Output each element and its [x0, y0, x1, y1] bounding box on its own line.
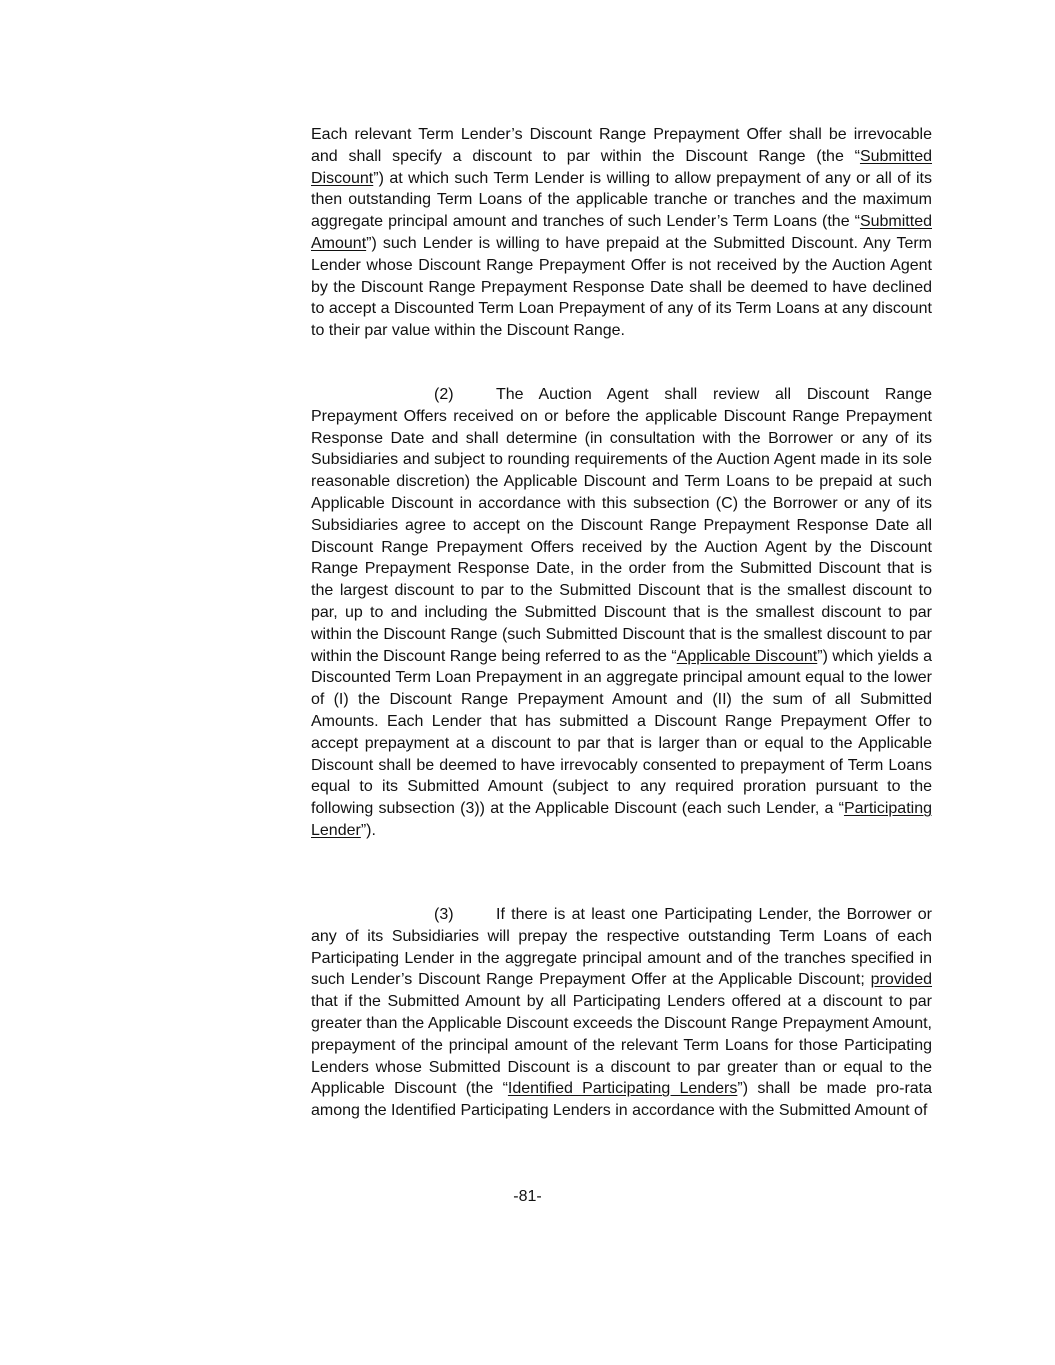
defined-term-submitted-amount: Submitted Amount [311, 213, 932, 252]
page-number: -81- [513, 1188, 542, 1205]
term-provided: provided [870, 971, 932, 989]
paragraph-text: that if the Submitted Amount by all Participating Lenders offered at a discount to par greater than the Applicable Discount exceeds the Discount Range Prepayment Amount, prepayment of the principal amount of the relevant Term Loans for those Participating Lenders whose Submitted Discount is a discount to par greater than or equal to the Applicable Discount (the “ [311, 993, 932, 1098]
defined-term-identified-participating-lenders: Identified Participating Lenders [507, 1080, 738, 1098]
paragraph-text: ”) such Lender is willing to have prepaid at the Submitted Discount. Any Term Lender whose Discount Range Prepayment Offer is not received by the Auction Agent by the Discount Range Prepayment Response Date shall be deemed to have declined to accept a Discounted Term Loan Prepayment of any of its Term Loans at any discount to their par value within the Discount Range. [311, 234, 932, 340]
defined-term-submitted-discount: Submitted Discount [311, 147, 932, 187]
paragraph-text: The Auction Agent shall review all Discount Range Prepayment Offers received on or before the applicable Discount Range Prepayment Response Date and shall determine (in consultation with the Borrower or any of its Subsidiaries and subject to rounding requirements of the Auction Agent made in its sole reasonable discretion) the Applicable Discount and Term Loans to be prepaid at such Applicable Discount in accordance with this subsection (C) the Borrower or any of its Subsidiaries agree to accept on the Discount Range Prepayment Response Date all Discount Range Prepayment Offers received by the Auction Agent by the Discount Range Prepayment Response Date, in the order from the Submitted Discount that is the largest discount to par to the Submitted Discount that is the smallest discount to par, up to and including the Submitted Discount that is the smallest discount to par within the Discount Range (such Submitted Discount that is the smallest discount to par within the Discount Range being referred to as the “ [311, 386, 932, 665]
paragraph-text: ”). [360, 821, 376, 839]
paragraph-number: (2) [434, 386, 454, 403]
paragraph-text: If there is at least one Participating Lender, the Borrower or any of its Subsidiaries will prepay the respective outstanding Term Loans of each Participating Lender in the aggregate principal amount and of the tranches specified in such Lender’s Discount Range Prepayment Offer at the Applicable Discount; [311, 906, 932, 989]
paragraph-text: ”) shall be made pro-rata among the Identified Participating Lenders in accordance with the Submitted Amount of [311, 1080, 933, 1120]
paragraph-text: ”) which yields a Discounted Term Loan Prepayment in an aggregate principal amount equal to the lower of (I) the Discount Range Prepayment Amount and (II) the sum of all Submitted Amounts. Each Lender that has submitted a Discount Range Prepayment Offer to accept prepayment at a discount to par that is larger than or equal to the Applicable Discount shall be deemed to have irrevocably consented to prepayment of Term Loans equal to its Submitted Amount (subject to any required proration pursuant to the following subsection (3)) at the Applicable Discount (each such Lender, a “ [311, 647, 933, 818]
defined-term-participating-lender: Participating Lender [311, 800, 932, 839]
paragraph-text: Each relevant Term Lender’s Discount Range Prepayment Offer shall be irrevocable and shall specify a discount to par within the Discount Range (the “ [311, 126, 932, 165]
defined-term-applicable-discount: Applicable Discount [676, 647, 818, 665]
paragraph-text: ”) at which such Term Lender is willing to allow prepayment of any or all of its then outstanding Term Loans of the applicable tranche or tranches and the maximum aggregate principal amount and tranches of such Lender’s Term Loans (the “ [311, 169, 932, 231]
paragraph-2 [311, 384, 932, 842]
paragraph-1 [311, 124, 932, 342]
paragraph-number: (3) [434, 906, 454, 923]
paragraph-3 [311, 904, 932, 1122]
